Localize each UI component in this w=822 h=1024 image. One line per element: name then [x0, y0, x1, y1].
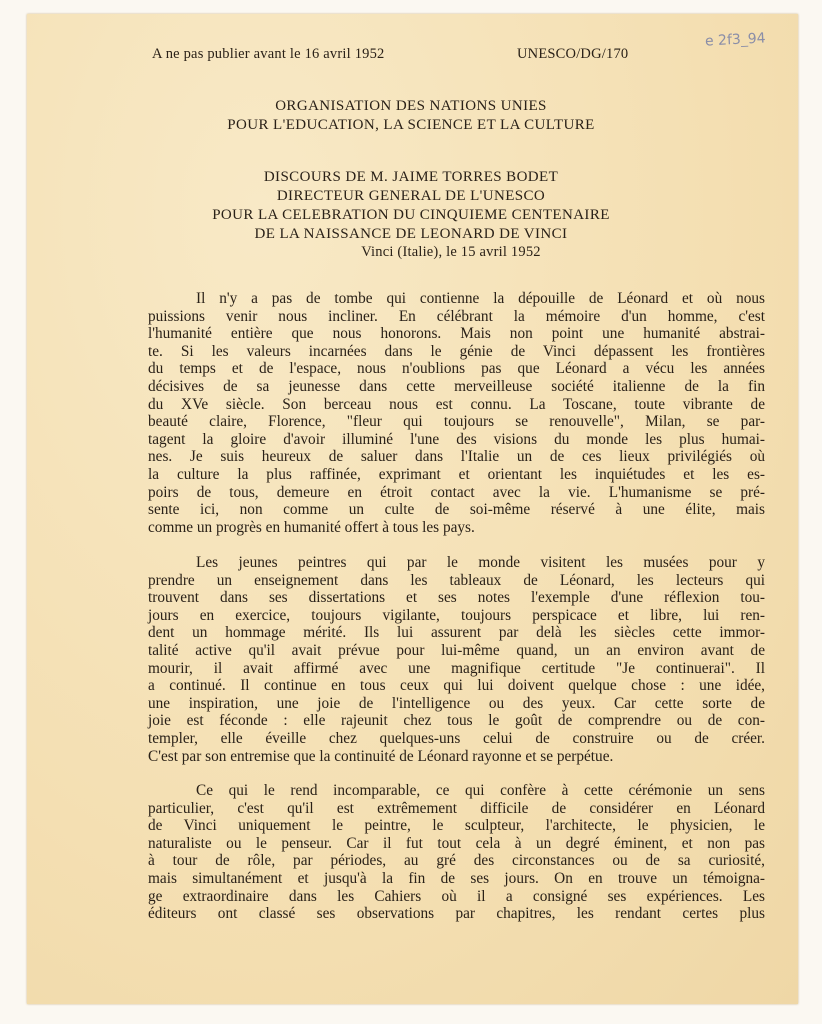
text-line: du temps et de l'espace, nous n'oublions pas que Léonard a vécu les années: [148, 360, 765, 378]
text-line: particulier, c'est qu'il est extrêmement difficile de considérer en Léonard: [148, 799, 765, 817]
text-line: puissions venir nous incliner. En célébrant la mémoire d'un homme, c'est: [148, 307, 765, 325]
paragraph-2: [148, 554, 765, 765]
text-line: naturaliste ou le penseur. Car il fut tout cela à un degré éminent, et non pas: [148, 834, 765, 852]
text-line: Les jeunes peintres qui par le monde visitent les musées pour y: [196, 554, 765, 571]
text-line: ge extraordinaire dans les Cahiers où il a consigné ses expériences. Les: [148, 887, 765, 905]
organisation-heading: [0, 97, 822, 135]
text-line: une inspiration, une joie de l'intelligence ou des yeux. Car cette sorte de: [148, 694, 765, 712]
text-line: trouvent dans ses dissertations et ses notes l'exemple d'une réflexion tou-: [148, 589, 765, 607]
paragraph-1: [148, 290, 765, 536]
text-line: a continué. Il continue en tous ceux qui lui doivent quelque chose : une idée,: [148, 677, 765, 695]
text-line: de Vinci uniquement le peintre, le sculpteur, l'architecte, le physicien, le: [148, 817, 765, 835]
text-line: tagent la gloire d'avoir illuminé l'une des visions du monde les plus humai-: [148, 430, 765, 448]
title-line: DE LA NAISSANCE DE LEONARD DE VINCI: [254, 226, 568, 242]
text-line: te. Si les valeurs incarnées dans le génie de Vinci dépassent les frontières: [148, 342, 765, 360]
text-line: décisives de sa jeunesse dans cette merveilleuse société italienne de la fin: [148, 377, 765, 395]
text-line: Ce qui le rend incomparable, ce qui confère à cette cérémonie un sens: [196, 782, 765, 799]
text-line: mourir, il avait affirmé avec une magnifique certitude "Je continuerai". Il: [148, 659, 765, 677]
text-line: Il n'y a pas de tombe qui contienne la dépouille de Léonard et où nous: [196, 290, 765, 307]
paragraph-3: [148, 782, 765, 923]
text-line: comme un progrès en humanité offert à tous les pays.: [148, 518, 475, 536]
text-line: poirs de tous, demeure en étroit contact avec la vie. L'humanisme se pré-: [148, 483, 765, 501]
document-reference: UNESCO/DG/170: [517, 46, 629, 62]
speech-title: [0, 168, 822, 244]
text-line: nes. Je suis heureux de saluer dans l'Italie un de ces lieux privilégiés où: [148, 448, 765, 466]
embargo-notice: A ne pas publier avant le 16 avril 1952: [152, 46, 385, 62]
text-line: du XVe siècle. Son berceau nous est connu. La Toscane, toute vibrante de: [148, 395, 765, 413]
text-line: prendre un enseignement dans les tableaux de Léonard, les lecteurs qui: [148, 571, 765, 589]
text-line: joie est féconde : elle rajeunit chez tous le goût de comprendre ou de con-: [148, 712, 765, 730]
text-line: l'humanité entière que nous honorons. Mais non point une humanité abstrai-: [148, 325, 765, 343]
text-line: beauté claire, Florence, "fleur qui toujours se renouvelle", Milan, se par-: [148, 413, 765, 431]
text-line: éditeurs ont classé ses observations par chapitres, les rendant certes plus: [148, 905, 765, 923]
organisation-line: POUR L'EDUCATION, LA SCIENCE ET LA CULTURE: [227, 117, 595, 133]
title-line: DISCOURS DE M. JAIME TORRES BODET: [263, 169, 559, 185]
place-date: Vinci (Italie), le 15 avril 1952: [361, 244, 541, 260]
title-line: DIRECTEUR GENERAL DE L'UNESCO: [276, 188, 546, 204]
text-line: la culture la plus raffinée, exprimant et orientant les inquiétudes et les es-: [148, 465, 765, 483]
text-line: mais simultanément et jusqu'à la fin de ses jours. On en trouve un témoigna-: [148, 869, 765, 887]
text-line: templer, elle éveille chez quelques-uns celui de construire ou de créer.: [148, 729, 765, 747]
text-line: dent un hommage mérité. Ils lui assurent par delà les siècles cette immor-: [148, 624, 765, 642]
text-line: C'est par son entremise que la continuité de Léonard rayonne et se perpétue.: [148, 747, 614, 765]
organisation-line: ORGANISATION DES NATIONS UNIES: [275, 98, 547, 114]
title-line: POUR LA CELEBRATION DU CINQUIEME CENTENAIRE: [212, 207, 610, 223]
text-line: jours en exercice, toujours vigilante, toujours perspicace et libre, lui ren-: [148, 606, 765, 624]
text-line: talité active qu'il avait prévue pour lui-même quand, un an environ avant de: [148, 641, 765, 659]
text-line: sente ici, non comme un culte de soi-même réservé à une élite, mais: [148, 501, 765, 519]
handwritten-note: e 2f3_94: [704, 30, 767, 50]
text-line: à tour de rôle, par périodes, au gré des circonstances ou de sa curiosité,: [148, 852, 765, 870]
